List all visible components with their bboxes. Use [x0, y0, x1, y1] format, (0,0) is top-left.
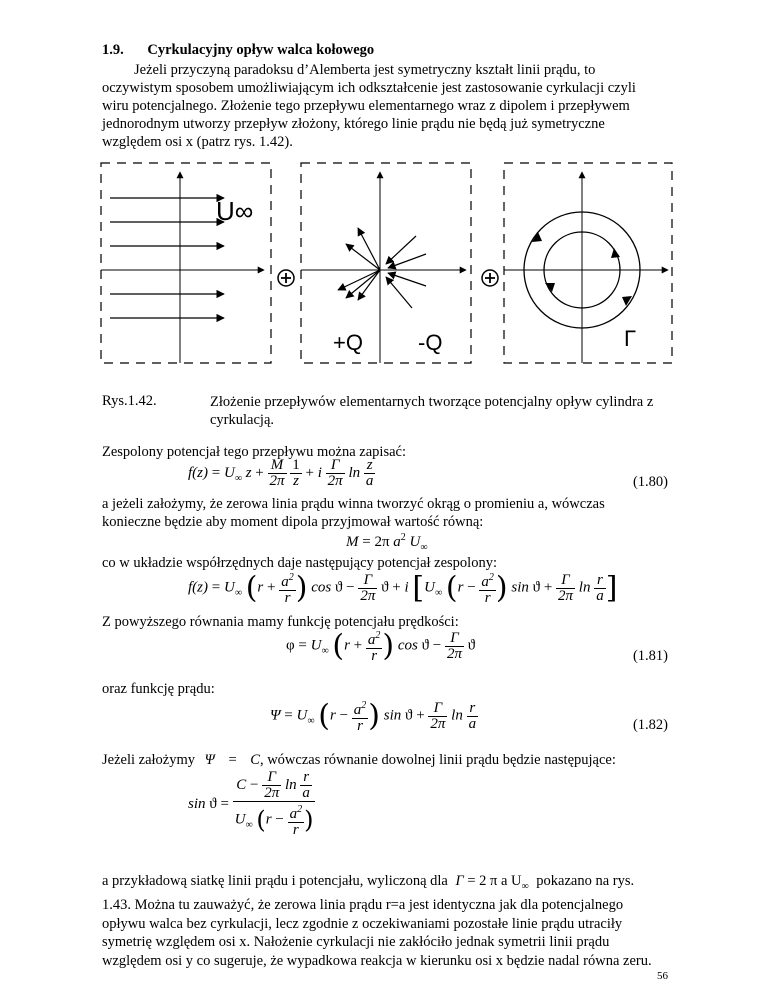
equation-number: (1.80) — [632, 474, 668, 490]
equation-1-80: $f(z) = U_\infty$ z + $\frac{M}{2\pi}$ $\frac{1}{z}$ + i $\frac{\Gamma}{2\pi}$ ln $\frac{z}{a}$ — [188, 457, 374, 489]
final-line: symetrię względem osi x. Nałożenie cyrkulacji nie zakłóciło jednak symetrii linii prądu — [102, 934, 610, 951]
equation-1-82: $\Psi = U_\infty$ (r − $\frac{a^2}{r}$ ) sin ϑ + $\frac{\Gamma}{2\pi}$ ln $\frac{r}{a}$ — [270, 698, 477, 734]
dipole-moment-equation: M = 2π $a^2$ $U_\infty$ — [346, 532, 428, 553]
final-line-1: a przykładową siatkę linii prądu i potencjału, wyliczoną dla Γ = 2 π a $U_\infty$ pokazano na rys. — [102, 873, 635, 892]
assume-psi-prefix: Jeżeli założymy — [102, 752, 195, 768]
section-title: Cyrkulacyjny opływ walca kołowego — [147, 42, 375, 58]
equation-streamline: sin ϑ = C − $\frac{\Gamma}{2\pi}$ ln $\frac{r}{a}$ $U_\infty$ (r − $\frac{a^2}{r}$ ) — [188, 769, 314, 838]
complex-potential-intro: Zespolony potencjał tego przepływu można zapisać: — [102, 444, 406, 460]
section-heading — [102, 42, 374, 59]
final-line: 1.43. Można tu zauważyć, że zerowa linia prądu r=a jest identyczna jak dla potencjalnego — [102, 897, 624, 914]
intro-line: jednorodnym utworzy przepływ złożony, którego linie prądu nie będą już symetryczne — [102, 116, 605, 132]
assumption-line: a jeżeli założymy, że zerowa linia prądu winna tworzyć okrąg o promieniu a, wówczas — [102, 496, 605, 512]
plus-symbol-1 — [278, 270, 294, 286]
panel-vortex-frame — [504, 163, 672, 363]
intro-line: względem osi x (patrz rys. 1.42). — [102, 134, 293, 150]
intro-line: Jeżeli przyczyną paradoksu d’Alemberta jest symetryczny kształt linii prądu, to — [134, 62, 596, 78]
assumption-line: konieczne będzie aby moment dipola przyjmował wartość równą: — [102, 514, 484, 530]
polar-intro: co w układzie współrzędnych daje następujący potencjał zespolony: — [102, 555, 497, 571]
panel-dipole-frame — [301, 163, 471, 363]
panel-uniform-frame — [101, 163, 271, 363]
source-sink-arrows — [338, 228, 426, 308]
intro-paragraph — [102, 61, 668, 151]
figure-caption-number: Rys.1.42. — [102, 393, 157, 409]
equation-polar-complex-potential: $f(z) = U_\infty$ (r + $\frac{a^2}{r}$ ) cos ϑ − $\frac{\Gamma}{2\pi}$ ϑ + i [$U_\infty$ (r − $\frac{a^2}{r}$ ) sin ϑ + $\frac{\Gamma}{2\pi}$ ln $\frac{r}{a}$ ] — [188, 570, 618, 606]
assume-psi-line: Jeżeli założymy Ψ = C, wówczas równanie dowolnej linii prądu będzie następujące: — [102, 752, 616, 768]
label-uniform: U∞ — [216, 196, 254, 226]
figure-1-42 — [96, 158, 676, 373]
assume-psi-suffix: wówczas równanie dowolnej linii prądu będzie następujące: — [267, 752, 616, 768]
final-line: opływu walca bez cyrkulacji, lecz zgodnie z oczekiwaniami pozostałe linie prądu utraciły — [102, 915, 623, 932]
intro-line: wiru potencjalnego. Złożenie tego przepływu elementarnego wraz z dipolem i przepływem — [102, 98, 630, 114]
label-sink: -Q — [418, 330, 443, 355]
figure-caption — [210, 393, 670, 429]
page-number: 56 — [657, 970, 668, 982]
section-number: 1.9. — [102, 42, 124, 58]
equation-number: (1.82) — [632, 717, 668, 733]
final-line: względem osi y co sugeruje, że wypadkowa reakcja w kierunku osi x będzie nadal równa zeru. — [102, 952, 652, 969]
plus-symbol-2 — [482, 270, 498, 286]
velocity-potential-intro: Z powyższego równania mamy funkcję potencjału prędkości: — [102, 614, 459, 630]
caption-line: cyrkulacją. — [210, 412, 275, 428]
uniform-flow-arrows — [110, 198, 224, 318]
stream-function-intro: oraz funkcję prądu: — [102, 681, 215, 697]
label-circulation: Γ — [624, 326, 637, 351]
equation-number: (1.81) — [632, 648, 668, 664]
equation-1-81: $\varphi = U_\infty$ (r + $\frac{a^2}{r}$ ) cos ϑ − $\frac{\Gamma}{2\pi}$ ϑ — [286, 628, 476, 664]
caption-line: Złożenie przepływów elementarnych tworzące potencjalny opływ cylindra z — [210, 394, 654, 410]
final-paragraph — [102, 872, 668, 970]
intro-line: oczywistym sposobem umożliwiającym ich odkształcenie jest zastosowanie cyrkulacji czyli — [102, 80, 636, 96]
label-source: +Q — [333, 330, 363, 355]
